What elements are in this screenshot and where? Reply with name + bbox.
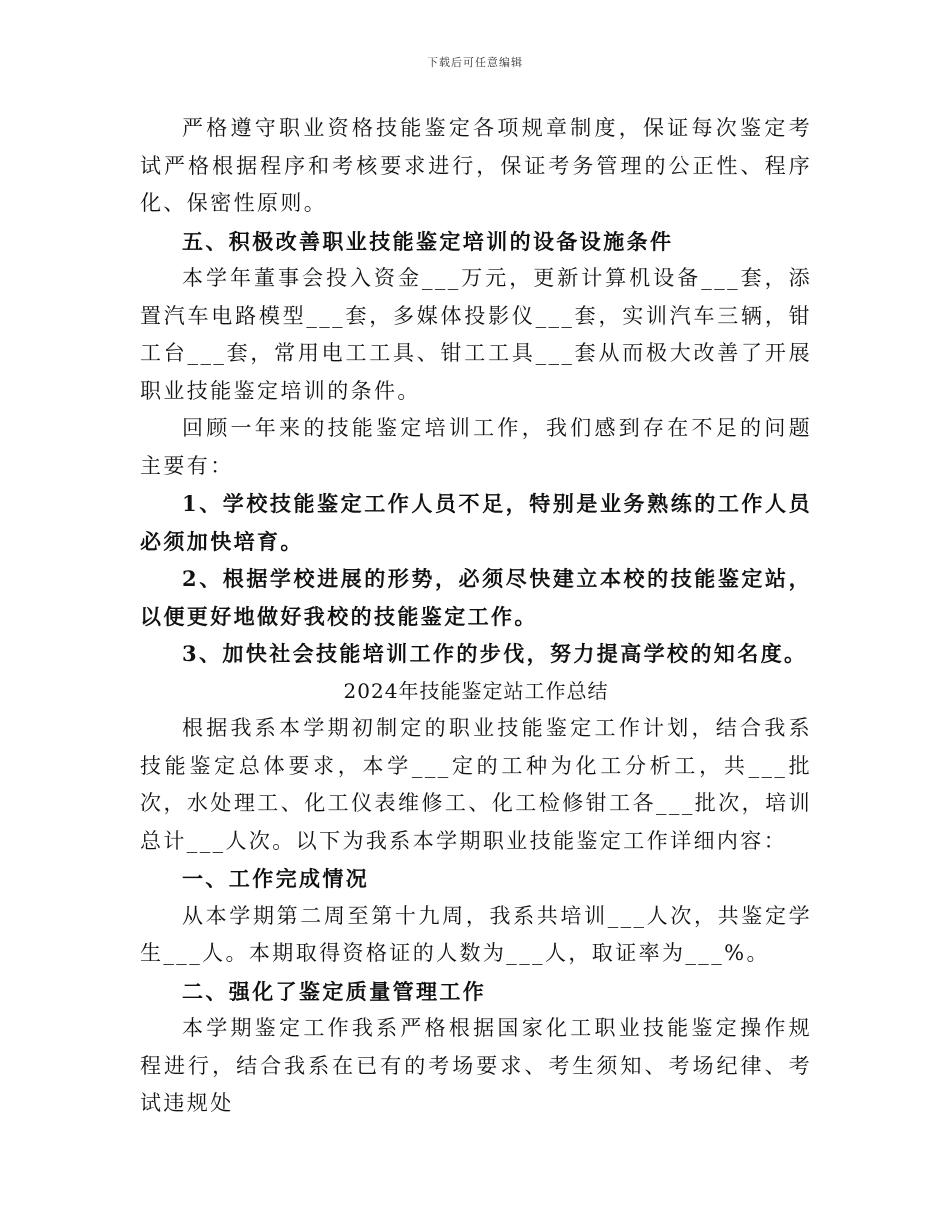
section-heading-2: 二、强化了鉴定质量管理工作 <box>182 978 487 1004</box>
paragraph-completion: 从本学期第二周至第十九周，我系共培训___人次，共鉴定学生___人。本期取得资格证的人数为___人，取证率为___%。 <box>140 903 812 965</box>
paragraph-plan: 根据我系本学期初制定的职业技能鉴定工作计划，结合我系技能鉴定总体要求，本学___定的工种为化工分析工，共___批次，水处理工、化工仪表维修工、化工检修钳工各___批次，培训总计___人次。以下为我系本学期职业技能鉴定工作详细内容： <box>140 716 812 853</box>
section-heading-5: 五、积极改善职业技能鉴定培训的设备设施条件 <box>182 228 674 254</box>
paragraph-investment: 本学年董事会投入资金___万元，更新计算机设备___套，添置汽车电路模型___套，多媒体投影仪___套，实训汽车三辆，钳工台___套，常用电工工具、钳工工具___套从而极大改善了开展职业技能鉴定培训的条件。 <box>140 266 812 403</box>
section-heading-1: 一、工作完成情况 <box>182 866 370 891</box>
problem-item-2: 2、根据学校进展的形势，必须尽快建立本校的技能鉴定站，以便更好地做好我校的技能鉴定工作。 <box>140 566 812 629</box>
problem-item-3: 3、加快社会技能培训工作的步伐，努力提高学校的知名度。 <box>182 641 808 666</box>
paragraph-exam-rules: 严格遵守职业资格技能鉴定各项规章制度，保证每次鉴定考试严格根据程序和考核要求进行，保证考务管理的公正性、程序化、保密性原则。 <box>140 116 812 215</box>
document-title: 2024年技能鉴定站工作总结 <box>343 678 609 703</box>
paragraph-review: 回顾一年来的技能鉴定培训工作，我们感到存在不足的问题主要有： <box>140 416 812 478</box>
paragraph-quality: 本学期鉴定工作我系严格根据国家化工职业技能鉴定操作规程进行，结合我系在已有的考场要求、考生须知、考场纪律、考试违规处 <box>140 1016 812 1115</box>
problem-item-1: 1、学校技能鉴定工作人员不足，特别是业务熟练的工作人员必须加快培育。 <box>140 491 812 554</box>
document-body <box>140 110 812 1123</box>
page-header-note: 下载后可任意编辑 <box>427 56 523 69</box>
